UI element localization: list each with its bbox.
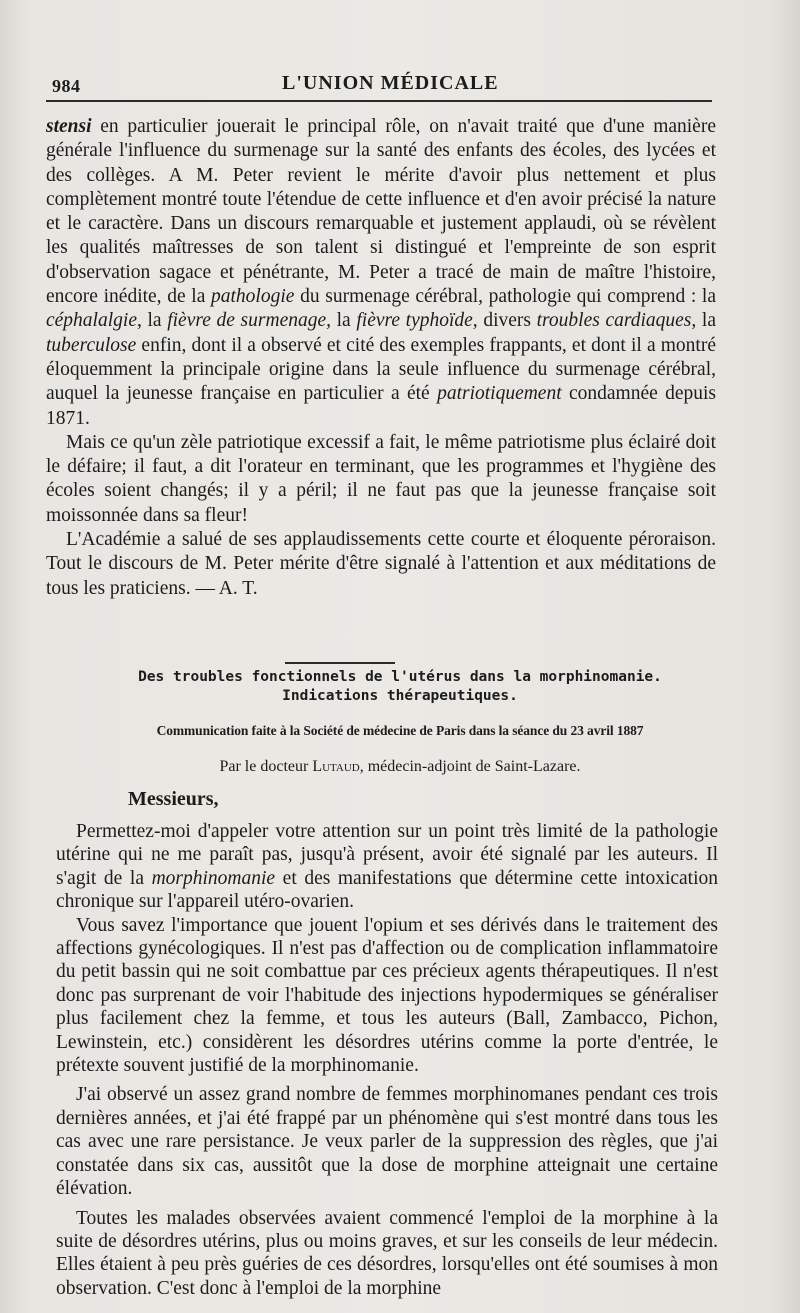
- author-prefix: Par le docteur: [219, 758, 313, 775]
- text-run: et des manifestations que détermine cette intoxication chronique sur l'appareil utéro-ovarien.: [56, 867, 719, 913]
- journal-title: L'UNION MÉDICALE: [282, 72, 499, 94]
- text-run: la: [696, 310, 716, 332]
- article-paragraph-2: Vous savez l'importance que jouent l'opium et ses dérivés dans le traitement des affections gynécologiques. Il n'est pas d'affection ou de complication inflammatoire du petit bassin qui ne soit combattue par ces précieux agents thérapeutiques. Il n'est donc pas surprenant de voir l'habitude des injections hypodermiques se généraliser plus facilement chez la femme, et tous les auteurs (Ball, Zambacco, Pichon, Lewinstein, etc.) considèrent les désordres utérins comme la porte d'entrée, le prétexte souvent justifié de la morphinomanie.: [56, 914, 718, 1077]
- author-suffix: , médecin-adjoint de Saint-Lazare.: [359, 758, 581, 775]
- text-run: la: [331, 310, 357, 332]
- author-line: [60, 758, 740, 776]
- inline-italic: pathologie: [211, 286, 295, 308]
- author-name: Lutaud: [312, 758, 360, 775]
- inline-italic: troubles cardiaques,: [536, 310, 697, 332]
- salutation: Messieurs,: [128, 788, 219, 810]
- header-rule: [46, 100, 712, 102]
- communication-note: Communication faite à la Société de médecine de Paris dans la séance du 23 avril 1887: [156, 723, 644, 738]
- text-run: condamnée depuis 1871.: [46, 383, 717, 429]
- page-number: 984: [52, 76, 81, 96]
- text-run: , la: [136, 310, 168, 332]
- text-run: divers: [477, 310, 537, 332]
- previous-article-paragraph-2: Mais ce qu'un zèle patriotique excessif a fait, le même patriotisme plus éclairé doit le défaire; il faut, a dit l'orateur en terminant, que les programmes et l'hygiène des écoles soient changés; il y a péril; il ne faut pas que la jeunesse française soit moissonnée dans sa fleur!: [46, 431, 716, 526]
- article-title-line-2: Indications thérapeutiques.: [282, 688, 518, 704]
- article-title: [60, 668, 740, 706]
- article-body: [56, 820, 718, 1300]
- running-header: [52, 72, 712, 98]
- previous-article-paragraph-1: [46, 115, 716, 431]
- text-run: Permettez-moi d'appeler votre attention sur un point très limité de la pathologie utérine qui ne me paraît pas, jusqu'à présent, avoir été signalé par les auteurs. Il s'agit de la: [56, 821, 718, 889]
- article-paragraph-3: J'ai observé un assez grand nombre de femmes morphinomanes pendant ces trois dernières années, et j'ai été frappé par un phénomène qui s'est montré dans tous les cas avec une rare persistance. Je veux parler de la suppression des règles, que j'ai constatée dans six cas, aussitôt que la dose de morphine atteignait une certaine élévation.: [56, 1084, 718, 1200]
- inline-italic: fièvre de surmenage,: [167, 310, 331, 332]
- inline-italic: céphalalgie: [46, 310, 137, 332]
- inline-italic: patriotiquement: [437, 383, 562, 405]
- previous-article: [46, 115, 716, 601]
- article-paragraph-1: [56, 820, 718, 914]
- inline-italic: tuberculose: [46, 334, 137, 356]
- inline-italic: morphinomanie: [151, 867, 276, 889]
- text-run: enfin, dont il a observé et cité des exemples frappants, et dont il a montré éloquemment la principale origine dans la seule influence du surmenage cérébral, auquel la jeunesse française en particulier a été: [46, 334, 716, 405]
- previous-article-paragraph-3: L'Académie a salué de ses applaudissements cette courte et éloquente péroraison. Tout le discours de M. Peter mérite d'être signalé à l'attention et aux méditations de tous les praticiens. — A. T.: [46, 529, 716, 599]
- text-run: du surmenage cérébral, pathologie qui comprend : la: [294, 286, 717, 308]
- section-divider: [285, 662, 395, 664]
- text-run: en particulier jouerait le principal rôle, on n'avait traité que d'une manière générale l'influence du surmenage sur la santé des enfants des écoles, des lycées et des collèges. A M. Peter revient le mérite d'avoir plus nettement et plus complètement montré toute l'étendue de cette influence et d'en avoir précisé la nature et le caractère. Dans un discours remarquable et justement applaudi, où se révèlent les qualités maîtresses de son talent si distingué et l'empreinte de son esprit d'observation sagace et pénétrante, M. Peter a tracé de main de maître l'histoire, encore inédite, de la: [46, 116, 716, 308]
- inline-italic: fièvre typhoïde,: [356, 310, 478, 332]
- article-title-line-1: Des troubles fonctionnels de l'utérus dans la morphinomanie.: [138, 669, 662, 685]
- article-paragraph-4: Toutes les malades observées avaient commencé l'emploi de la morphine à la suite de désordres utérins, plus ou moins graves, et sur les conseils de leur médecin. Elles étaient à peu près guéries de ces désordres, lorsqu'elles ont été soumises à mon observation. C'est donc à l'emploi de la morphine: [56, 1207, 718, 1299]
- inline-italic: stensi: [46, 116, 92, 137]
